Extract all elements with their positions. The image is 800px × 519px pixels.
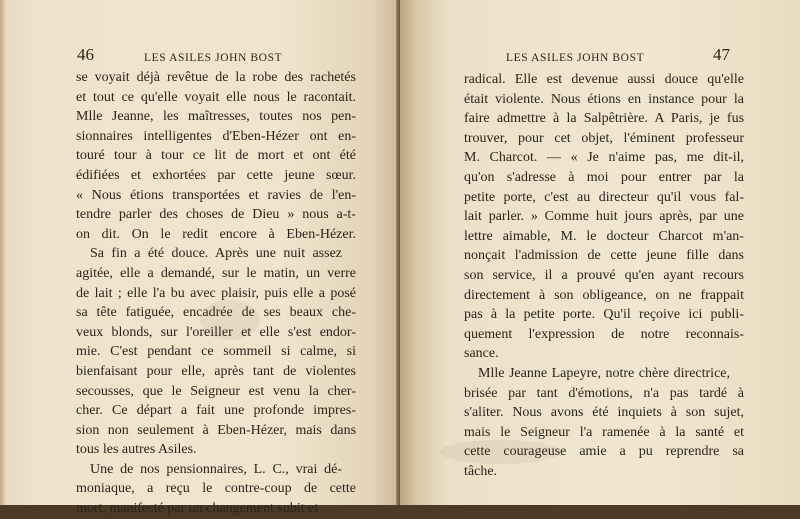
paper-stain <box>440 440 560 464</box>
text-line: brisée par tant d'émotions, n'a pas tardé à <box>464 385 745 401</box>
text-line: bienfaisant pour elle, après tant de violentes <box>76 363 356 379</box>
text-line: nonçait l'admission de cette jeune fille dans <box>464 248 744 264</box>
text-line: mais le Seigneur l'a ramenée à la santé et <box>464 424 745 440</box>
text-line: se voyait déjà revêtue de la robe des rachetés <box>76 70 356 85</box>
text-line: M. Charcot. — « Je n'aime pas, me dit-il, <box>464 150 745 166</box>
text-line: édifiées et exhortées par cette jeune sœur. <box>76 167 356 183</box>
text-line: « Nous étions transportées et ravies de l'en- <box>76 187 356 203</box>
text-line: sa tête fatiguée, encadrée de ses beaux che- <box>76 305 356 321</box>
text-line: tous les autres Asiles. <box>76 442 197 458</box>
page-number: 46 <box>77 45 94 64</box>
text-line: et tout ce qu'elle voyait elle nous le racontait. <box>76 89 356 105</box>
text-line: lait parler. » Comme huit jours après, par une <box>464 209 744 225</box>
paper-stain <box>200 300 260 340</box>
text-line: mie. C'est pendant ce sommeil si calme, si <box>76 344 357 360</box>
text-line: trouver, pour cet objet, l'éminent professeur <box>464 130 745 146</box>
text-line: touré tour à tour ce lit de mort et ont été <box>76 148 356 164</box>
text-line: secousses, que le Seigneur est venu la cher- <box>76 383 356 399</box>
running-head: LES ASILES JOHN BOST <box>506 52 645 64</box>
text-line: faire admettre à la Salpêtrière. A Paris, je fus <box>464 111 745 127</box>
text-line: s'aliter. Nous avons été inquiets à son sujet, <box>464 405 745 421</box>
text-line: son service, il a prouvé qu'en ayant recours <box>464 267 744 283</box>
right-page <box>400 0 800 505</box>
text-line: était violente. Nous étions en instance pour la <box>464 91 744 107</box>
body-text <box>76 68 356 519</box>
text-line: lettre aimable, M. le docteur Charcot m'an- <box>464 228 744 244</box>
running-head: LES ASILES JOHN BOST <box>144 52 283 64</box>
text-line: veux blonds, sur l'oreiller et elle s'est endor- <box>76 324 356 340</box>
text-line: quement l'expression de notre reconnais- <box>464 326 744 342</box>
text-line: de lait ; elle l'a bu avec plaisir, puis elle a posé <box>76 285 356 301</box>
text-line: mort, manifesté par un changement subit et <box>76 501 319 517</box>
text-line: agitée, elle a demandé, sur le matin, un verre <box>76 265 357 281</box>
text-line: radical. Elle est devenue aussi douce qu'elle <box>464 72 744 87</box>
text-line: tendre parler des choses de Dieu » nous a-t- <box>76 207 356 223</box>
text-line: petite porte, c'est au directeur qu'il vous fal- <box>464 189 745 205</box>
text-line: directement à son obligeance, on ne frappait <box>464 287 745 303</box>
text-line: Une de nos pensionnaires, L. C., vrai dé- <box>90 461 343 477</box>
text-line: on dit. On le redit encore à Eben-Hézer. <box>76 226 356 242</box>
body-text <box>464 70 744 481</box>
text-line: cher. Ce départ a fait une profonde impres- <box>76 403 356 419</box>
text-line: pas à la petite porte. Qu'il reçoive ici publi- <box>464 307 744 323</box>
left-page <box>0 0 400 517</box>
page-number: 47 <box>713 45 730 64</box>
text-line: Sa fin a été douce. Après une nuit assez <box>90 246 343 262</box>
text-line: moniaque, a reçu le contre-coup de cette <box>76 481 357 497</box>
text-line: cette courageuse amie a pu reprendre sa <box>464 444 744 460</box>
text-line: Mlle Jeanne Lapeyre, notre chère directrice, <box>478 365 731 381</box>
text-line: sionnaires intelligentes d'Eben-Hézer ont en- <box>76 128 357 144</box>
text-line: tâche. <box>464 463 498 479</box>
text-line: sance. <box>464 346 499 362</box>
text-line: qu'on s'adresse à moi pour entrer par la <box>464 169 744 185</box>
text-line: sion non seulement à Eben-Hézer, mais dans <box>76 422 357 438</box>
text-line: Mlle Jeanne, les maîtresses, toutes nos pen- <box>76 109 356 125</box>
